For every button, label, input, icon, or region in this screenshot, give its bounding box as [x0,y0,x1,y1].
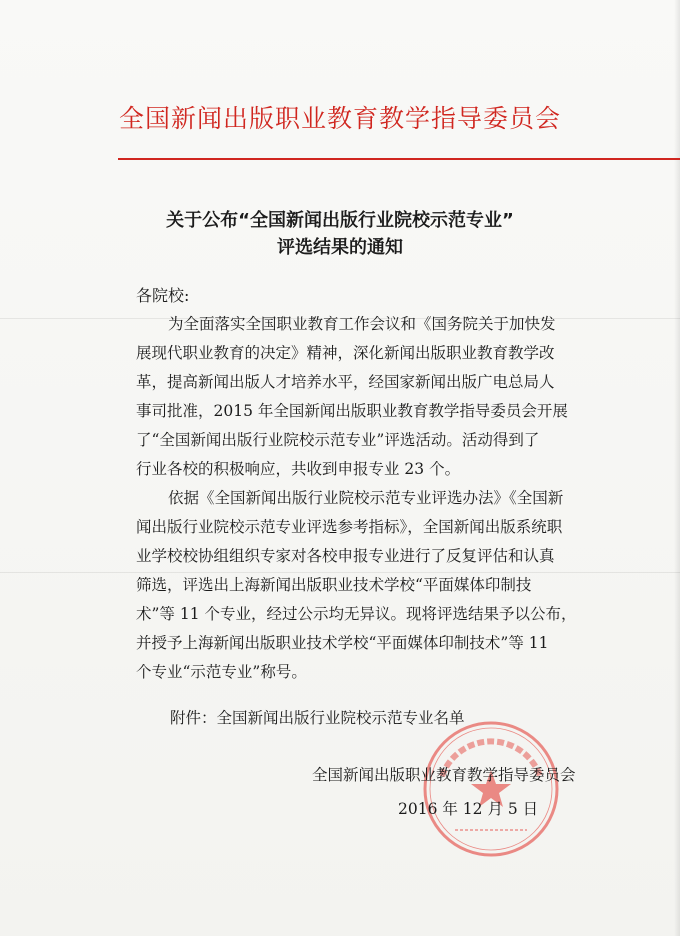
paragraph-line: 业学校校协组组织专家对各校申报专业进行了反复评估和认真 [136,547,555,565]
paragraph-line: 闻出版行业院校示范专业评选参考指标》，全国新闻出版系统职 [136,518,563,536]
attachment-note: 附件：全国新闻出版行业院校示范专业名单 [170,709,465,727]
paragraph-line: 依据《全国新闻出版行业院校示范专业评选办法》《全国新 [168,489,564,507]
salutation: 各院校: [136,286,190,305]
paragraph-line: 革，提高新闻出版人才培养水平，经国家新闻出版广电总局人 [136,373,555,391]
letterhead-org-name: 全国新闻出版职业教育教学指导委员会 [118,104,561,133]
paragraph-line: 个专业“示范专业”称号。 [136,663,307,681]
official-seal-stamp [420,718,562,860]
notice-title-line2: 评选结果的通知 [277,237,403,258]
paragraph-line: 并授予上海新闻出版职业技术学校“平面媒体印制技术”等 11 [136,634,549,652]
paragraph-line: 筛选，评选出上海新闻出版职业技术学校“平面媒体印制技 [136,576,532,594]
paragraph-line: 术”等 11 个专业，经过公示均无异议。现将评选结果予以公布， [136,605,577,623]
paragraph-line: 行业各校的积极响应，共收到申报专业 23 个。 [136,460,461,478]
paragraph-2 [136,484,612,687]
paragraph-line: 为全面落实全国职业教育工作会议和《国务院关于加快发 [168,315,556,333]
paragraph-1 [136,310,612,484]
signer-org: 全国新闻出版职业教育教学指导委员会 [312,766,576,784]
issue-date: 2016 年 12 月 5 日 [398,800,539,818]
paragraph-line: 展现代职业教育的决定》精神，深化新闻出版职业教育教学改 [136,344,555,362]
paragraph-line: 了“全国新闻出版行业院校示范专业”评选活动。活动得到了 [136,431,540,449]
letterhead-red-rule [118,158,680,160]
notice-title-line1: 关于公布“全国新闻出版行业院校示范专业” [166,210,514,231]
page-edge-shadow [674,0,680,936]
paragraph-line: 事司批准，2015 年全国新闻出版职业教育教学指导委员会开展 [136,402,568,420]
